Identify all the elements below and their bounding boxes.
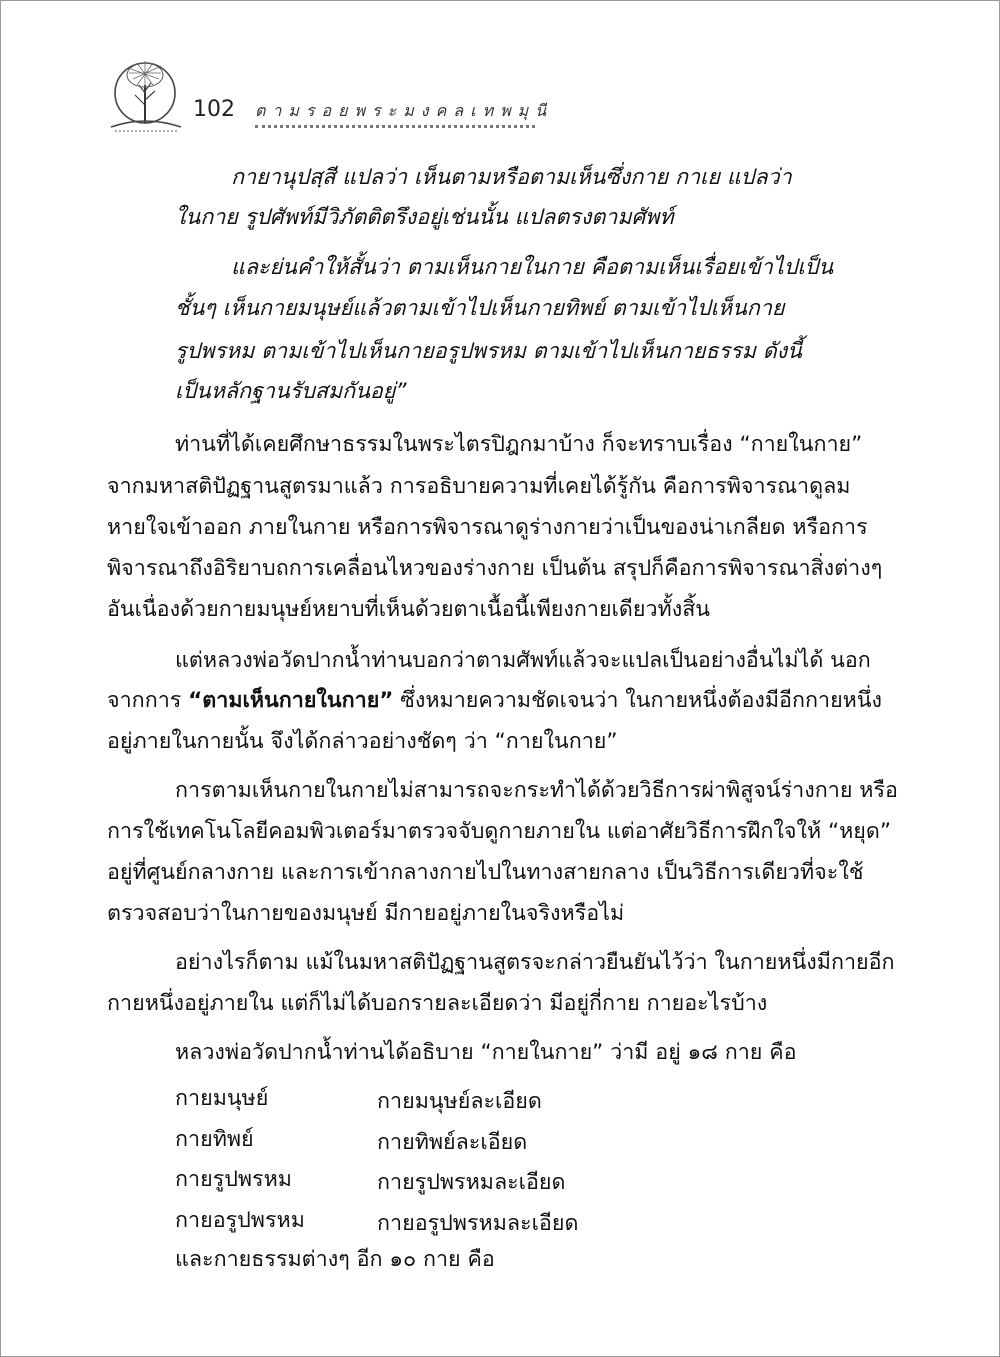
emphasis-phrase: “ตามเห็นกายในกาย” [188, 688, 394, 713]
text-line: อย่างไรก็ตาม แม้ในมหาสติปัฏฐานสูตรจะกล่าวยืนยันไว้ว่า ในกายหนึ่งมีกายอีก [175, 950, 895, 975]
text-run: ซึ่งหมายความชัดเจนว่า ในกายหนึ่งต้องมีอีกกายหนึ่ง [393, 688, 883, 713]
list-item-fine: กายมนุษย์ละเอียด [377, 1089, 542, 1114]
text-line: การตามเห็นกายในกายไม่สามารถจะกระทำได้ด้วยวิธีการผ่าพิสูจน์ร่างกาย หรือ [175, 778, 898, 803]
running-title: ตามรอยพระมงคลเทพมุนี [255, 101, 554, 120]
quote-line: ชั้นๆ เห็นกายมนุษย์แล้วตามเข้าไปเห็นกายทิพย์ ตามเข้าไปเห็นกาย [175, 296, 785, 321]
list-item-fine: กายทิพย์ละเอียด [377, 1130, 528, 1155]
list-item-fine: กายรูปพรหมละเอียด [377, 1170, 566, 1195]
list-item-coarse: กายมนุษย์ [175, 1086, 269, 1111]
text-line: จากมหาสติปัฏฐานสูตรมาแล้ว การอธิบายความที่เคยได้รู้กัน คือการพิจารณาดูลม [107, 474, 851, 499]
text-line: ตรวจสอบว่าในกายของมนุษย์ มีกายอยู่ภายในจริงหรือไม่ [107, 901, 625, 926]
paragraph-5: หลวงพ่อวัดปากน้ำท่านได้อธิบาย “กายในกาย” ว่ามี อยู่ ๑๘ กาย คือ [175, 1040, 797, 1065]
text-line: หายใจเข้าออก ภายในกาย หรือการพิจารณาดูร่างกายว่าเป็นของน่าเกลียด หรือการ [107, 515, 868, 540]
quote-line: กายานุปสฺสี แปลว่า เห็นตามหรือตามเห็นซึ่งกาย กาเย แปลว่า [231, 165, 792, 190]
quote-line: ในกาย รูปศัพท์มีวิภัตติตรึงอยู่เช่นนั้น แปลตรงตามศัพท์ [175, 205, 674, 230]
text-line [107, 690, 882, 712]
text-line: กายหนึ่งอยู่ภายใน แต่ก็ไม่ได้บอกรายละเอียดว่า มีอยู่กี่กาย กายอะไรบ้าง [107, 991, 768, 1016]
header-dotted-rule [255, 125, 535, 128]
list-item-fine: กายอรูปพรหมละเอียด [377, 1211, 579, 1236]
text-line: อันเนื่องด้วยกายมนุษย์หยาบที่เห็นด้วยตาเนื้อนี้เพียงกายเดียวทั้งสิ้น [107, 597, 711, 622]
closing-line: และกายธรรมต่างๆ อีก ๑๐ กาย คือ [175, 1247, 495, 1272]
page-number: 102 [193, 97, 235, 122]
text-line: พิจารณาถึงอิริยาบถการเคลื่อนไหวของร่างกาย เป็นต้น สรุปก็คือการพิจารณาสิ่งต่างๆ [107, 556, 883, 581]
list-item-coarse: กายอรูปพรหม [175, 1208, 305, 1233]
text-line: การใช้เทคโนโลยีคอมพิวเตอร์มาตรวจจับดูกายภายใน แต่อาศัยวิธีการฝึกใจให้ “หยุด” [107, 819, 891, 844]
list-item-coarse: กายทิพย์ [175, 1127, 254, 1152]
text-line: อยู่ที่ศูนย์กลางกาย และการเข้ากลางกายไปในทางสายกลาง เป็นวิธีการเดียวที่จะใช้ [107, 860, 864, 885]
quote-line: เป็นหลักฐานรับสมกันอยู่” [175, 379, 407, 404]
text-line: อยู่ภายในกายนั้น จึงได้กล่าวอย่างชัดๆ ว่า “กายในกาย” [107, 729, 618, 754]
text-line: แต่หลวงพ่อวัดปากน้ำท่านบอกว่าตามศัพท์แล้วจะแปลเป็นอย่างอื่นไม่ได้ นอก [175, 648, 871, 673]
text-line: ท่านที่ได้เคยศึกษาธรรมในพระไตรปิฎกมาบ้าง ก็จะทราบเรื่อง “กายในกาย” [175, 432, 863, 457]
tree-logo-icon [101, 45, 187, 139]
list-item-coarse: กายรูปพรหม [175, 1167, 292, 1192]
text-run: จากการ [107, 688, 189, 713]
quote-line: รูปพรหม ตามเข้าไปเห็นกายอรูปพรหม ตามเข้าไปเห็นกายธรรม ดังนี้ [175, 339, 802, 364]
quote-line: และย่นคำให้สั้นว่า ตามเห็นกายในกาย คือตามเห็นเรื่อยเข้าไปเป็น [231, 255, 834, 280]
